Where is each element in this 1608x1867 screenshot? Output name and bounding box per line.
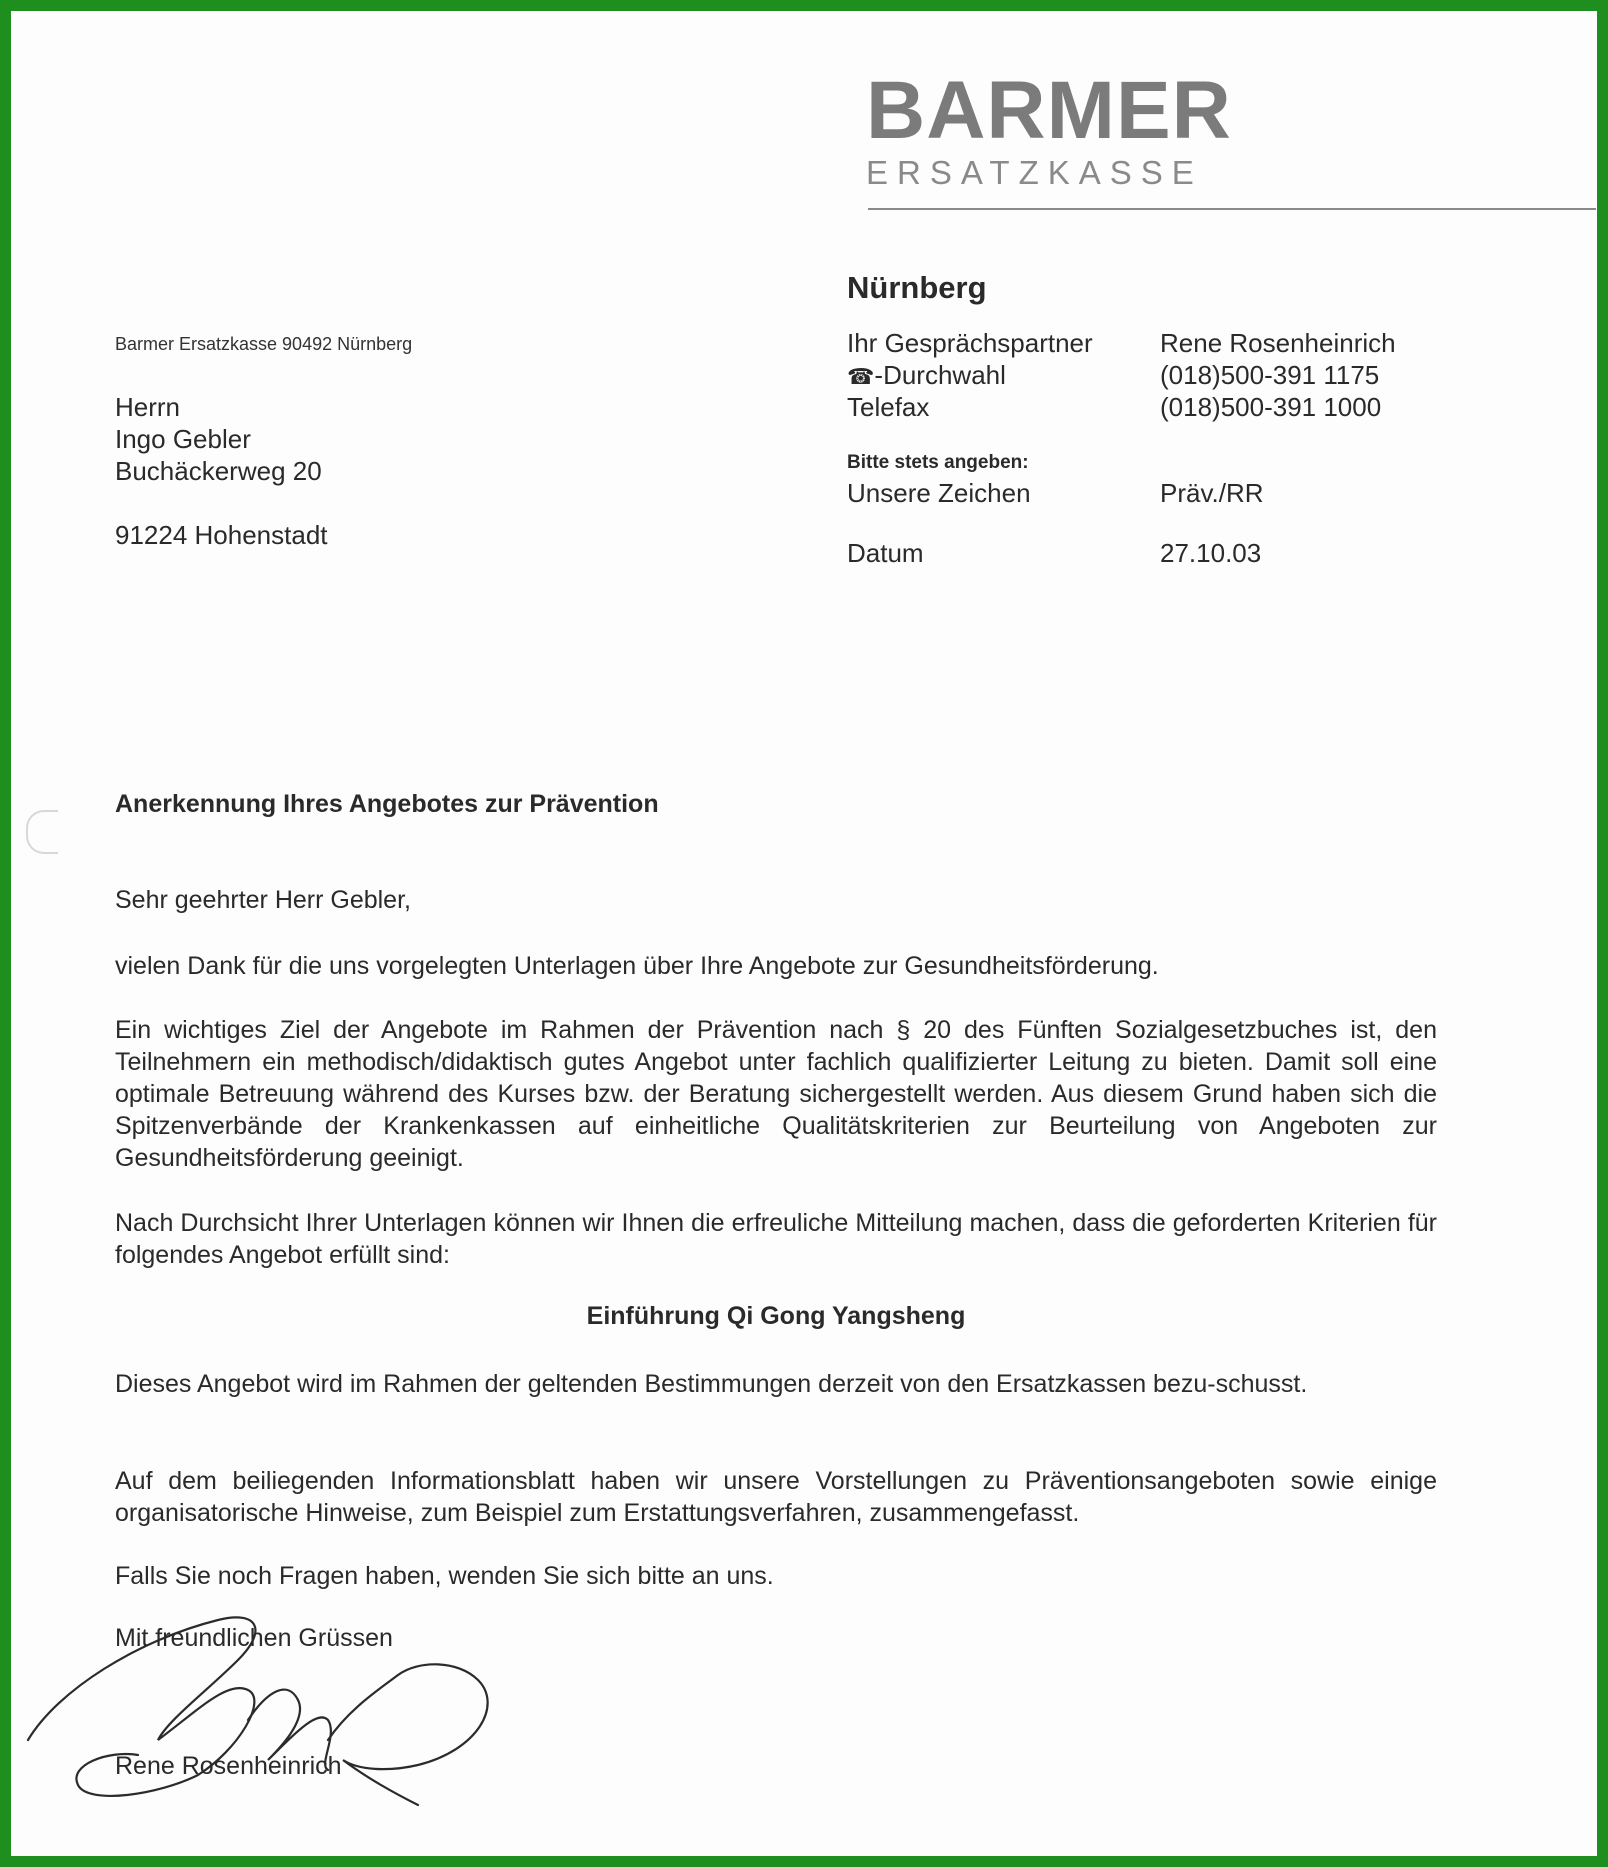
reference-label: Unsere Zeichen (847, 478, 1031, 508)
date-label: Datum (847, 538, 924, 568)
date-value: 27.10.03 (1160, 538, 1262, 568)
reference-note: Bitte stets angeben: (847, 452, 1029, 473)
paragraph-subsidy: Dieses Angebot wird im Rahmen der geltenden Bestimmungen derzeit von den Ersatzkassen bezu-schusst. (115, 1370, 1308, 1398)
punch-hole-mark (26, 810, 58, 854)
letter-closing: Mit freundlichen Grüssen (115, 1624, 393, 1652)
barmer-logo-title: BARMER (866, 65, 1232, 156)
contact-partner-label: Ihr Gesprächspartner (847, 328, 1093, 358)
recipient-name: Ingo Gebler (115, 424, 251, 454)
contact-phone-row (847, 360, 1006, 391)
paragraph-questions: Falls Sie noch Fragen haben, wenden Sie sich bitte an uns. (115, 1562, 774, 1590)
contact-phone-label: -Durchwahl (874, 360, 1006, 390)
header-rule (868, 208, 1596, 210)
recipient-street: Buchäckerweg 20 (115, 456, 322, 486)
reference-value: Präv./RR (1160, 478, 1264, 508)
letter-greeting: Sehr geehrter Herr Gebler, (115, 886, 411, 914)
contact-phone-value: (018)500-391 1175 (1160, 360, 1380, 390)
paragraph-goal: Ein wichtiges Ziel der Angebote im Rahmen der Prävention nach § 20 des Fünften Sozialgesetzbuches ist, den Teilnehmern ein methodisch/didaktisch gutes Angebot unter fachlich qualifizierter Leitung zu bieten. Damit soll eine optimale Betreuung während des Kurses bzw. der Beratung sichergestellt werden. Aus diesem Grund haben sich die Spitzenverbände der Krankenkassen auf einheitliche Qualitätskriterien zur Beurteilung von Angeboten zur Gesundheitsförderung geeinigt. (115, 1016, 1437, 1172)
signer-name: Rene Rosenheinrich (115, 1752, 342, 1780)
offer-title: Einführung Qi Gong Yangsheng (586, 1302, 966, 1330)
contact-fax-label: Telefax (847, 392, 930, 422)
telephone-icon: ☎ (847, 364, 875, 389)
contact-fax-value: (018)500-391 1000 (1160, 392, 1382, 422)
recipient-city: 91224 Hohenstadt (115, 520, 328, 550)
sender-return-line: Barmer Ersatzkasse 90492 Nürnberg (115, 334, 413, 354)
contact-partner-value: Rene Rosenheinrich (1160, 328, 1396, 358)
recipient-salutation: Herrn (115, 392, 181, 422)
paragraph-review: Nach Durchsicht Ihrer Unterlagen können wir Ihnen die erfreuliche Mitteilung machen, dass die geforderten Kriterien für folgendes Angebot erfüllt sind: (115, 1209, 1437, 1269)
letter-subject: Anerkennung Ihres Angebotes zur Prävention (115, 790, 659, 818)
branch-city: Nürnberg (847, 270, 987, 305)
paragraph-thanks: vielen Dank für die uns vorgelegten Unterlagen über Ihre Angebote zur Gesundheitsförderung. (115, 952, 1159, 980)
paragraph-info-sheet: Auf dem beiliegenden Informationsblatt haben wir unsere Vorstellungen zu Präventionsangeboten sowie einige organisatorische Hinweise, zum Beispiel zum Erstattungsverfahren, zusammengefasst. (115, 1467, 1437, 1527)
barmer-logo-subtitle: ERSATZKASSE (866, 154, 1203, 191)
